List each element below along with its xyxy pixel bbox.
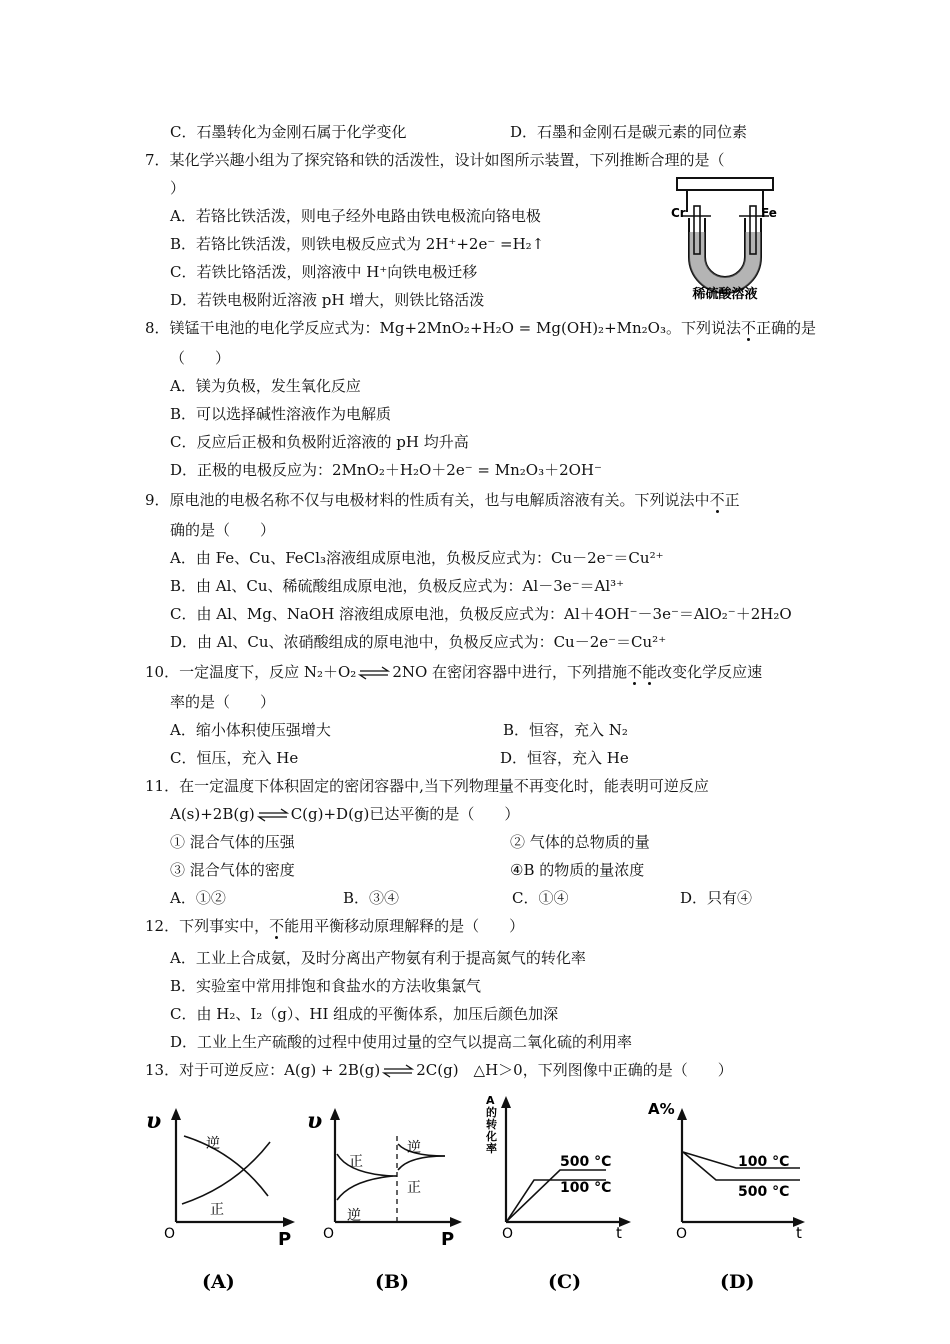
graph-c-ylabel (485, 1094, 497, 1155)
q10-emphasis-2: 能 (642, 663, 658, 681)
graph-b-reverse-curve-right (398, 1144, 445, 1156)
graph-b-reverse-label-left: 逆 (347, 1208, 361, 1224)
q10-stem-mid: 2NO 在密闭容器中进行，下列措施 (392, 663, 628, 681)
q11-reaction-tail: C(g)+D(g)已达平衡的是（ ） (290, 805, 520, 823)
q8-option-a: A．镁为负极，发生氧化反应 (170, 377, 361, 395)
fe-electrode-label: Fe (761, 206, 777, 220)
graph-c-ylabel-char: 的 (486, 1106, 497, 1119)
q12-option-d: D．工业上生产硫酸的过程中使用过量的空气以提高二氧化硫的利用率 (170, 1033, 633, 1051)
graph-a-ylabel: υ (146, 1108, 162, 1134)
q12-option-b: B．实验室中常用排饱和食盐水的方法收集氯气 (170, 977, 482, 995)
q10-stem-tail: 改变化学反应速 (657, 663, 763, 681)
graph-a-caption: (A) (202, 1271, 235, 1293)
graph-d-line1-label: 100 °C (738, 1154, 790, 1170)
u-tube-apparatus (665, 172, 785, 302)
graph-c-caption: (C) (548, 1271, 582, 1293)
q7-stem-end: ） (170, 179, 186, 197)
q11-option-b: B．③④ (343, 889, 400, 907)
q11-condition-2: ② 气体的总物质的量 (510, 833, 650, 851)
q6-option-c: C．石墨转化为金刚石属于化学变化 (170, 123, 407, 141)
graph-b-ylabel: υ (307, 1108, 323, 1134)
q12-option-a: A．工业上合成氨，及时分离出产物氨有利于提高氮气的转化率 (170, 949, 586, 967)
graph-c-ylabel-char: A (486, 1094, 495, 1107)
q8-stem-text: 8．镁锰干电池的电化学反应式为：Mg+2MnO₂+H₂O = Mg(OH)₂+Mn₂O₃。下列说法 (145, 319, 741, 337)
q8-emphasis: 不 (740, 319, 756, 337)
q11-option-c: C．①④ (512, 889, 569, 907)
graph-b-origin: O (323, 1226, 335, 1242)
q11-condition-4: ④B 的物质的量浓度 (510, 861, 645, 879)
graph-b-forward-label-right: 正 (407, 1180, 421, 1196)
q11-condition-1: ① 混合气体的压强 (170, 833, 295, 851)
graph-c-ylabel-char: 转 (486, 1118, 497, 1131)
q7-option-c: C．若铁比铬活泼，则溶液中 H⁺向铁电极迁移 (170, 263, 478, 281)
graph-c-line1-label: 500 °C (560, 1154, 612, 1170)
q9-option-b: B．由 Al、Cu、稀硫酸组成原电池，负极反应式为：Al－3e⁻＝Al³⁺ (170, 577, 625, 595)
q12-stem-text: 12．下列事实中， (145, 917, 270, 935)
graph-d-caption: (D) (720, 1271, 755, 1293)
graph-b-reverse-label-right: 逆 (407, 1140, 421, 1156)
graph-a-forward-label: 正 (210, 1202, 224, 1218)
q12-stem-tail: 能用平衡移动原理解释的是（ ） (284, 917, 525, 935)
graph-c-origin: O (502, 1226, 514, 1242)
q9-option-a: A．由 Fe、Cu、FeCl₃溶液组成原电池，负极反应式为：Cu－2e⁻＝Cu²⁺ (170, 549, 664, 567)
q13-stem-text: 13．对于可逆反应：A(g) + 2B(g) (145, 1061, 381, 1079)
q11-option-a: A．①② (170, 889, 226, 907)
q11-option-d: D．只有④ (680, 889, 753, 907)
q10-option-d: D．恒容，充入 He (500, 749, 629, 767)
graph-b-forward-curve-right (398, 1156, 445, 1170)
q9-stem-end: 确的是（ ） (170, 521, 276, 539)
q9-option-d: D．由 Al、Cu、浓硝酸组成的原电池中，负极反应式为：Cu－2e⁻＝Cu²⁺ (170, 633, 667, 651)
graph-b-forward-label-left: 正 (349, 1154, 363, 1170)
graph-a-forward-curve (182, 1142, 270, 1204)
q10-stem (145, 662, 762, 682)
graph-d (648, 1100, 813, 1300)
graph-b-xlabel: P (441, 1229, 455, 1250)
graph-b-forward-curve-left (337, 1154, 393, 1176)
q7-stem: 7．某化学兴趣小组为了探究铬和铁的活泼性，设计如图所示装置，下列推断合理的是（ (145, 151, 725, 169)
q10-option-b: B．恒容，充入 N₂ (503, 721, 628, 739)
graph-a-reverse-label: 逆 (206, 1136, 220, 1152)
graph-a (140, 1100, 300, 1300)
q8-stem-tail: 正确的是 (756, 319, 817, 337)
equilibrium-arrow-icon (255, 808, 291, 822)
graph-a-xlabel: P (278, 1229, 292, 1250)
q8-option-b: B．可以选择碱性溶液作为电解质 (170, 405, 392, 423)
graph-d-ylabel: A% (648, 1100, 675, 1118)
q6-option-d: D．石墨和金刚石是碳元素的同位素 (510, 123, 748, 141)
q9-stem (145, 490, 740, 510)
q11-reaction (170, 804, 519, 824)
q11-stem: 11．在一定温度下体积固定的密闭容器中,当下列物理量不再变化时，能表明可逆反应 (145, 777, 709, 795)
q7-option-a: A．若铬比铁活泼，则电子经外电路由铁电极流向铬电极 (170, 207, 541, 225)
graph-c (478, 1092, 638, 1300)
graph-d-line2-label: 500 °C (738, 1184, 790, 1200)
graph-b-reverse-curve-left (337, 1176, 393, 1200)
q8-stem-end: （ ） (170, 349, 231, 367)
q10-stem-end: 率的是（ ） (170, 693, 276, 711)
q11-reaction-text: A(s)+2B(g) (170, 805, 255, 823)
equilibrium-arrow-icon (356, 666, 392, 680)
q9-stem-text: 9．原电池的电极名称不仅与电极材料的性质有关，也与电解质溶液有关。下列说法中 (145, 491, 710, 509)
graph-c-ylabel-char: 率 (486, 1142, 497, 1155)
graph-d-origin: O (676, 1226, 688, 1242)
graph-d-xlabel: t (796, 1224, 802, 1242)
solution-label: 稀硫酸溶液 (692, 287, 758, 302)
q7-option-b: B．若铬比铁活泼，则铁电极反应式为 2H⁺+2e⁻ =H₂↑ (170, 235, 545, 253)
q10-stem-text: 10．一定温度下，反应 N₂＋O₂ (145, 663, 357, 681)
graph-b (305, 1100, 470, 1300)
graph-a-origin: O (164, 1226, 176, 1242)
graph-a-reverse-curve (184, 1136, 268, 1196)
graph-c-line2-label: 100 °C (560, 1180, 612, 1196)
q13-stem-tail: 2C(g) △H＞0，下列图像中正确的是（ ） (416, 1061, 733, 1079)
q9-option-c: C．由 Al、Mg、NaOH 溶液组成原电池，负极反应式为：Al＋4OH⁻－3e⁻＝AlO₂⁻＋2H₂O (170, 605, 792, 623)
q9-emphasis: 不 (709, 491, 725, 509)
equilibrium-arrow-icon (380, 1064, 416, 1078)
q8-option-d: D．正极的电极反应为：2MnO₂＋H₂O＋2e⁻ = Mn₂O₃＋2OH⁻ (170, 461, 602, 479)
q12-option-c: C．由 H₂、I₂（g）、HI 组成的平衡体系，加压后颜色加深 (170, 1005, 559, 1023)
q13-stem (145, 1060, 733, 1080)
q8-option-c: C．反应后正极和负极附近溶液的 pH 均升高 (170, 433, 469, 451)
q7-option-d: D．若铁电极附近溶液 pH 增大，则铁比铬活泼 (170, 291, 485, 309)
q10-emphasis-1: 不 (627, 663, 643, 681)
q10-option-c: C．恒压，充入 He (170, 749, 299, 767)
q10-option-a: A．缩小体积使压强增大 (170, 721, 331, 739)
q12-stem (145, 916, 524, 936)
q11-condition-3: ③ 混合气体的密度 (170, 861, 295, 879)
graph-c-ylabel-char: 化 (486, 1130, 497, 1143)
q9-stem-tail: 正 (724, 491, 740, 509)
q8-stem (145, 318, 816, 338)
graph-c-xlabel: t (616, 1224, 622, 1242)
cr-electrode-label: Cr (671, 206, 686, 220)
q12-emphasis: 不 (269, 917, 285, 935)
graph-b-caption: (B) (375, 1271, 410, 1293)
